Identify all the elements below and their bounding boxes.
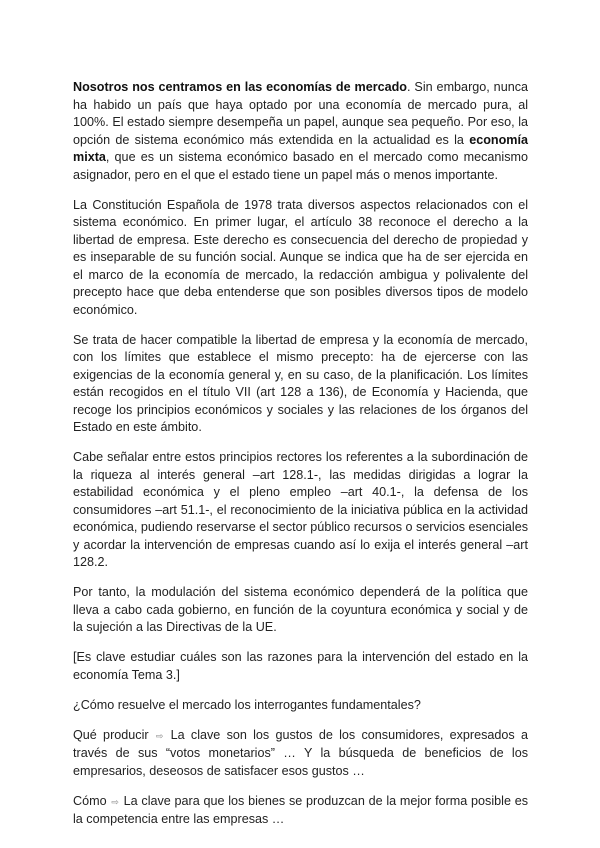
paragraph-como (73, 793, 528, 829)
arrow-right-icon: ⇨ (111, 796, 119, 807)
paragraph-text: La clave para que los bienes se produzcan de la mejor forma posible es la competencia entre las empresas … (73, 793, 529, 826)
bold-phrase-economias-de-mercado: Nosotros nos centramos en las economías de mercado (73, 80, 408, 94)
paragraph-modulacion: Por tanto, la modulación del sistema económico dependerá de la política que lleva a cabo cada gobierno, en función de la coyuntura económica y social y de la sujeción a las Directivas de la UE. (73, 585, 528, 634)
paragraph-text: . Sin embargo, nunca ha habido un país que haya optado por una economía de mercado pura, al 100%. El estado siempre desempeña un papel, aunque sea pequeño. Por eso, la opción de sistema económico más extendida en la actualidad es la (73, 80, 529, 147)
bold-phrase-economia-mixta: economía mixta (73, 132, 528, 164)
lead-term: Cómo (73, 793, 107, 808)
paragraph-constitucion: La Constitución Española de 1978 trata diversos aspectos relacionados con el sistema económico. En primer lugar, el artículo 38 reconoce el derecho a la libertad de empresa. Este derecho es consecuencia del derecho de propiedad y es inseparable de su función social. Aunque se indica que ha de ser ejercida en el marco de la economía de mercado, la redacción ambigua y polivalente del precepto hace que deba entenderse que son posibles diversos tipos de modelo económico. (73, 197, 528, 317)
paragraph-que-producir (73, 727, 528, 781)
arrow-right-icon: ⇨ (155, 730, 164, 741)
paragraph-pregunta: ¿Cómo resuelve el mercado los interrogantes fundamentales? (73, 697, 421, 712)
paragraph-text: , que es un sistema económico basado en el mercado como mecanismo asignador, pero en el que el estado tiene un papel más o menos importante. (73, 150, 528, 182)
paragraph-text: La clave son los gustos de los consumidores, expresados a través de sus “votos monetarios” … Y la búsqueda de beneficios de los empresarios, deseosos de satisfacer esos gustos … (73, 727, 528, 778)
lead-term: Qué producir (73, 727, 149, 742)
paragraph-principios-rectores: Cabe señalar entre estos principios rectores los referentes a la subordinación de la riqueza al interés general –art 128.1-, las medidas dirigidas a lograr la estabilidad económica y el pleno empleo –art 40.1-, la defensa de los consumidores –art 51.1-, el reconocimiento de la iniciativa pública en la actividad económica, pudiendo reservarse el sector público recursos o servicios esenciales y acordar la intervención de empresas cuando así lo exija el interés general –art 128.2. (73, 450, 528, 569)
paragraph-nota-tema-3: [Es clave estudiar cuáles son las razones para la intervención del estado en la economía Tema 3.] (73, 650, 528, 682)
paragraph-economias-de-mercado (73, 79, 528, 184)
paragraph-libertad-empresa: Se trata de hacer compatible la libertad de empresa y la economía de mercado, con los límites que establece el mismo precepto: ha de ejercerse con las exigencias de la economía general y, en su caso, de la planificación. Los límites están recogidos en el título VII (art 128 a 136), de Economía y Hacienda, que recoge los principios económicos y sociales y las relaciones de los órganos del Estado en este ámbito. (73, 332, 528, 434)
document-page (73, 79, 528, 841)
